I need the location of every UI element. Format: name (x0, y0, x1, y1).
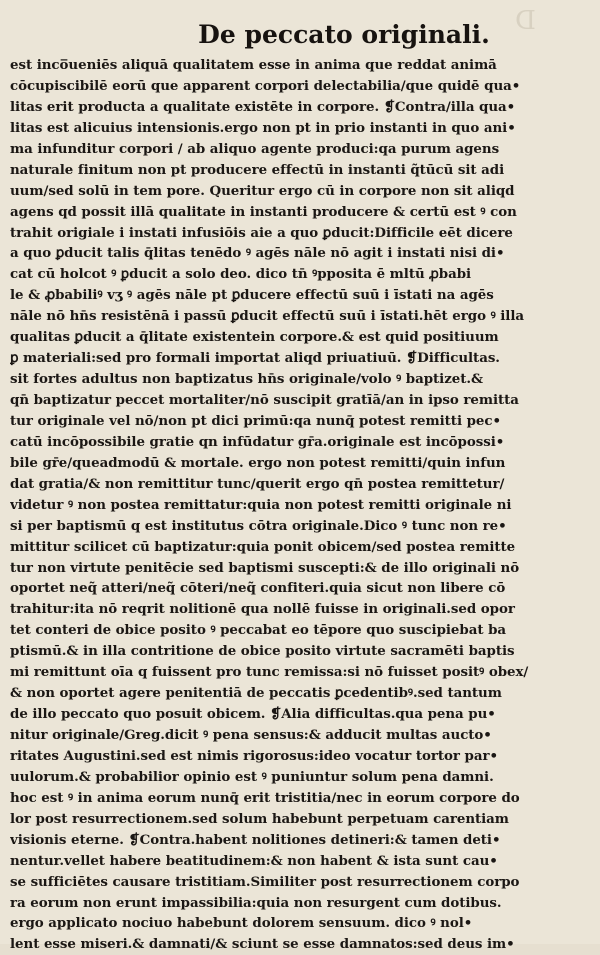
text-line: est inco̅ueniēs aliquā qualitatem esse in anima que reddat animā (10, 57, 497, 73)
text-line: le & ꝓbabiliꝰ vʒ ꝰ agēs nāle pt ꝑducere effectū suū i īstati na agēs (10, 287, 494, 304)
text-line: mittitur scilicet cū baptizatur:quia ponit obicem/sed postea remitte (10, 538, 516, 555)
body-text (10, 55, 588, 955)
bleed-through-mark: D (513, 6, 536, 36)
text-line: de illo peccato quo posuit obicem. ❡Alia difficultas.qua pena pu• (10, 706, 496, 723)
text-line: ra eorum non erunt impassibilia:quia non resurgent cum dotibus. (10, 894, 502, 911)
text-line: & non oportet agere penitentiā de peccatis ꝑcedentibꝰ.sed tantum (10, 685, 502, 702)
text-line: uulorum.& probabilior opinio est ꝰ puniuntur solum pena damni. (10, 768, 494, 785)
text-line: ꝑ materiali:sed pro formali importat aliqd priuatiuū. ❡Difficultas. (10, 350, 500, 367)
text-line: tur originale vel nō/non pt dici primū:qa nunq̄ potest remitti pec• (10, 412, 501, 429)
text-line: qualitas ꝑducit a q̄litate existentein corpore.& est quid positiuum (10, 329, 499, 346)
text-line: se sufficiētes causare tristitiam.Similiter post resurrectionem corpo (10, 873, 520, 890)
text-line: si per baptismū q est institutus cōtra originale.Dico ꝰ tunc non re• (10, 517, 507, 534)
page-title: De peccato originali. (198, 20, 490, 49)
text-line: litas erit producta a qualitate existēte in corpore. ❡Contra/illa qua• (10, 98, 516, 115)
text-line: qn̄ baptizatur peccet mortaliter/nō suscipit gratīā/an in ipso remitta (10, 392, 519, 408)
text-line: a quo ꝑducit talis q̄litas tenēdo ꝰ agēs nāle nō agit i instati nisi di• (10, 245, 505, 262)
text-line: tet conteri de obice posito ꝰ peccabat eo tēpore quo suscipiebat ba (10, 622, 507, 639)
text-line: naturale finitum non pt producere effectū in instanti q̃tūcū sit adi (10, 161, 505, 178)
text-line: nentur.vellet habere beatitudinem:& non habent & ista sunt cau• (10, 852, 498, 869)
text-line: tur non virtute penitēcie sed baptismi suscepti:& de illo originali nō (10, 559, 520, 576)
text-line: agens qd possit illā qualitate in instanti producere & certū est ꝰ con (10, 203, 517, 220)
text-line: ptismū.& in illa contritione de obice posito virtute sacramēti baptis (10, 643, 515, 660)
text-line: dat gratia/& non remittitur tunc/querit ergo qn̄ postea remittetur/ (10, 475, 505, 492)
text-line: visionis eterne. ❡Contra.habent nolitiones detineri:& tamen deti• (10, 831, 501, 848)
text-line: cōcupiscibilē eorū que apparent corpori delectabilia/que quidē qua• (10, 77, 521, 94)
text-line: nitur originale/Greg.dicit ꝰ pena sensus:& adducit multas aucto• (10, 727, 492, 743)
text-line: nāle nō hn̄s resistēnā i passū ꝑducit effectū suū i īstati.hēt ergo ꝰ illa (10, 308, 524, 325)
text-line: trahitur:ita nō reqrit nolitionē qua nollē fuisse in originali.sed opor (10, 601, 515, 618)
text-line: uum/sed solū in tem pore. Queritur ergo cū in corpore non sit aliqd (10, 182, 515, 199)
text-line: oportet neq̃ atteri/neq̃ cōteri/neq̃ confiteri.quia sicut non libere cō (10, 580, 506, 597)
text-line: catū incōpossibile gratie qn infūdatur gr̄a.originale est incōpossi• (10, 433, 505, 450)
text-line: sit fortes adultus non baptizatus hn̄s originale/volo ꝰ baptizet.& (10, 371, 484, 388)
text-line: lent esse miseri.& damnati/& sciunt se esse damnatos:sed deus im• (10, 936, 515, 953)
text-line: bile gr̄e/queadmodū & mortale. ergo non potest remitti/quin infun (10, 454, 506, 471)
text-line: cat cū holcot ꝰ ꝑducit a solo deo. dico tn̄ ꝰpposita ē mltū ꝓbabi (10, 266, 472, 283)
text-line: ergo applicato nociuo habebunt dolorem sensuum. dico ꝰ nol• (10, 915, 473, 932)
text-line: mi remittunt oīa q fuissent pro tunc remissa:si nō fuisset positꝰ obex/ (10, 664, 529, 681)
text-line: trahit origiale i instati infusiōis aie a quo ꝑducit:Difficile eēt dicere (10, 224, 513, 241)
text-line: lor post resurrectionem.sed solum habebunt perpetuam carentiam (10, 810, 509, 827)
text-line: ma infunditur corpori / ab aliquo agente produci:qa purum agens (10, 140, 500, 157)
text-line: ritates Augustini.sed est nimis rigorosus:ideo vocatur tortor par• (10, 747, 498, 764)
text-line: hoc est ꝰ in anima eorum nunq̄ erit tristitia/nec in eorum corpore do (10, 789, 520, 806)
text-line: videtur ꝰ non postea remittatur:quia non potest remitti originale ni (10, 496, 512, 513)
text-line: litas est alicuius intensionis.ergo non pt in prio instanti in quo ani• (10, 119, 516, 136)
